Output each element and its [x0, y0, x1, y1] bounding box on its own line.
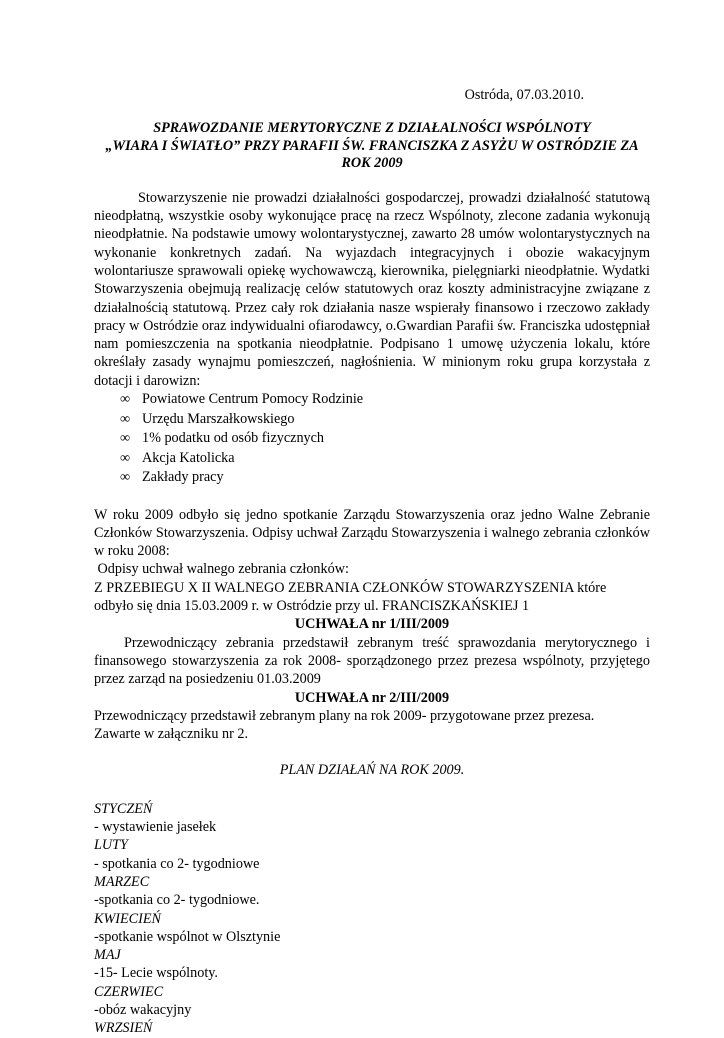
resolution-2-line-2: Zawarte w załączniku nr 2. — [94, 726, 249, 743]
funder-label: 1% podatku od osób fizycznych — [142, 430, 325, 447]
resolution-1-title: UCHWAŁA nr 1/III/2009 — [294, 616, 450, 633]
infinity-bullet-icon: ∞ — [120, 391, 131, 408]
date-line: Ostróda, 07.03.2010. — [464, 87, 584, 103]
title-line-2: „WIARA I ŚWIATŁO” PRZY PARAFII ŚW. FRANCISZKA Z ASYŻU W OSTRÓDZIE ZA — [105, 137, 639, 154]
resolutions-intro: Odpisy uchwał walnego zebrania członków: — [94, 561, 349, 578]
infinity-bullet-icon: ∞ — [120, 469, 131, 486]
plan-title: PLAN DZIAŁAŃ NA ROK 2009. — [279, 762, 465, 779]
intro-paragraph: Stowarzyszenie nie prowadzi działalności gospodarczej, prowadzi działalność statutową nieodpłatną, wszystkie osoby wykonujące pracę na rzecz Wspólnoty, zlecone zadania wykonują nieodpłatnie. Na podstawie umowy wolontarystycznej, zawarto 28 umów wolontarystycznych na wykonanie konkretnych zadań. Na wyjazdach integracyjnych i obozie wakacyjnym wolontariusze sprawowali opiekę wychowawczą, kierownika, pielęgniarki nieodpłatnie. Wydatki Stowarzyszenia obejmują realizację celów statutowych oraz koszty administracyjne związane z działalnością statutową. Przez cały rok działania nasze wspierały finansowo i rzeczowo zakłady pracy w Ostródzie oraz indywidualni ofiarodawcy, o.Gwardian Parafii św. Franciszka udostępniał nam pomieszczenia na spotkania nieodpłatnie. Podpisano 1 umowę użyczenia lokalu, które określały zasady wynajmu pomieszczeń, nagłośnienia. W minionym roku grupa korzystała z dotacji i darowizn: — [94, 189, 650, 389]
title-line-1: SPRAWOZDANIE MERYTORYCZNE Z DZIAŁALNOŚCI WSPÓLNOTY — [153, 120, 591, 137]
funder-label: Powiatowe Centrum Pomocy Rodzinie — [142, 391, 364, 408]
funder-label: Urzędu Marszałkowskiego — [142, 410, 295, 427]
plan-month: WRZSIEŃ — [94, 1020, 153, 1037]
report-title — [94, 120, 650, 173]
plan-activity: - wystawienie jasełek — [94, 819, 217, 836]
infinity-bullet-icon: ∞ — [120, 449, 131, 466]
plan-activity: - spotkania co 2- tygodniowe — [94, 855, 260, 872]
plan-month: KWIECIEŃ — [94, 910, 161, 927]
meeting-heading-line-1: Z PRZEBIEGU X II WALNEGO ZEBRANIA CZŁONKÓW STOWARZYSZENIA które — [94, 579, 607, 596]
plan-activity: -spotkania co 2- tygodniowe. — [94, 892, 260, 909]
plan-month: LUTY — [94, 837, 128, 854]
list-item — [120, 410, 650, 430]
list-item — [120, 468, 650, 488]
funder-label: Zakłady pracy — [142, 469, 224, 486]
plan-activity: -obóz wakacyjny — [94, 1001, 192, 1018]
list-item — [120, 449, 650, 469]
infinity-bullet-icon: ∞ — [120, 410, 131, 427]
plan-month: STYCZEŃ — [94, 800, 153, 817]
funder-label: Akcja Katolicka — [142, 449, 235, 466]
title-line-3: ROK 2009 — [341, 155, 403, 172]
plan-month: MAJ — [94, 947, 121, 964]
plan-list — [94, 800, 650, 1038]
funders-list — [94, 390, 650, 488]
list-item — [120, 390, 650, 410]
meetings-paragraph: W roku 2009 odbyło się jedno spotkanie Zarządu Stowarzyszenia oraz jedno Walne Zebranie Członków Stowarzyszenia. Odpisy uchwał Zarządu Stowarzyszenia i walnego zebrania członków w roku 2008: — [94, 506, 650, 560]
document-page — [94, 86, 650, 1038]
plan-month: MARZEC — [94, 873, 150, 890]
list-item — [120, 429, 650, 449]
plan-activity: -15- Lecie wspólnoty. — [94, 965, 218, 982]
resolution-1-text: Przewodniczący zebrania przedstawił zebranym treść sprawozdania merytorycznego i finansowego stowarzyszenia za rok 2008- sporządzonego przez prezesa wspólnoty, przyjętego przez zarząd na posiedzeniu 01.03.2009 — [94, 634, 650, 688]
plan-month: CZERWIEC — [94, 983, 164, 1000]
resolution-2-line-1: Przewodniczący przedstawił zebranym plany na rok 2009- przygotowane przez prezesa. — [94, 707, 595, 724]
plan-activity: -spotkanie wspólnot w Olsztynie — [94, 928, 281, 945]
resolution-2-title: UCHWAŁA nr 2/III/2009 — [294, 689, 450, 706]
infinity-bullet-icon: ∞ — [120, 430, 131, 447]
meeting-heading-line-2: odbyło się dnia 15.03.2009 r. w Ostródzie przy ul. FRANCISZKAŃSKIEJ 1 — [94, 598, 530, 615]
